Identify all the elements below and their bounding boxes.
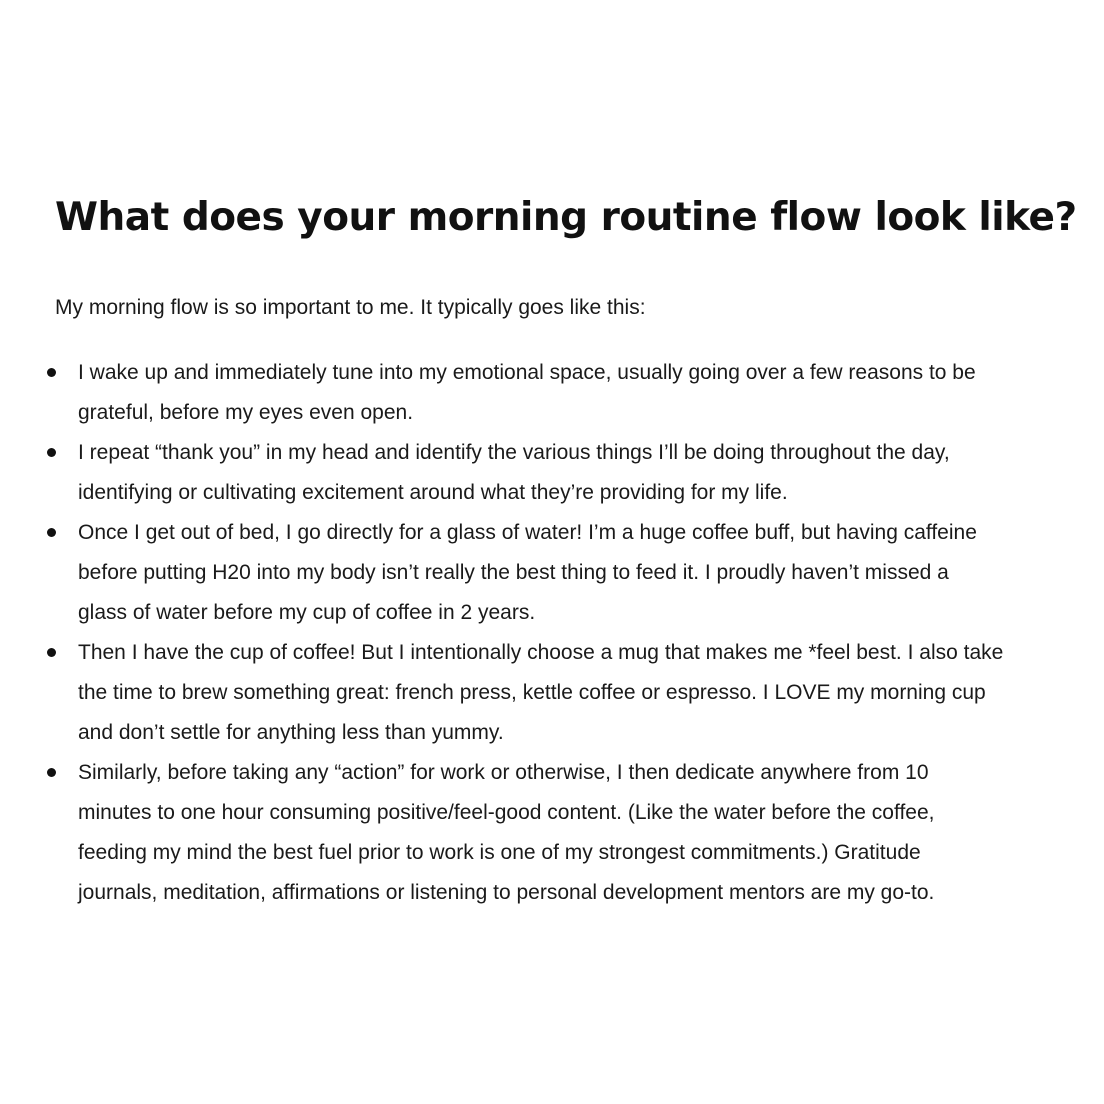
list-item — [78, 753, 1078, 913]
routine-list — [78, 353, 1078, 913]
bullet-icon — [47, 528, 56, 537]
list-item — [78, 433, 1078, 513]
bullet-icon — [47, 448, 56, 457]
intro-paragraph: My morning flow is so important to me. It typically goes like this: — [55, 296, 646, 319]
list-item-line: feeding my mind the best fuel prior to work is one of my strongest commitments.) Gratitude — [78, 841, 921, 864]
list-item — [78, 513, 1078, 633]
bullet-icon — [47, 368, 56, 377]
list-item-line: minutes to one hour consuming positive/feel-good content. (Like the water before the coffee, — [78, 801, 935, 824]
list-item-line: Then I have the cup of coffee! But I intentionally choose a mug that makes me *feel best. I also take — [78, 641, 1004, 664]
list-item-line: the time to brew something great: french press, kettle coffee or espresso. I LOVE my morning cup — [78, 681, 986, 704]
list-item-line: Similarly, before taking any “action” for work or otherwise, I then dedicate anywhere from 10 — [78, 761, 929, 784]
list-item-line: I wake up and immediately tune into my emotional space, usually going over a few reasons to be — [78, 361, 976, 384]
article-title: What does your morning routine flow look like? — [55, 195, 1077, 240]
list-item — [78, 633, 1078, 753]
list-item-line: Once I get out of bed, I go directly for a glass of water! I’m a huge coffee buff, but having caffeine — [78, 521, 977, 544]
list-item-line: identifying or cultivating excitement around what they’re providing for my life. — [78, 481, 788, 504]
list-item-line: glass of water before my cup of coffee in 2 years. — [78, 601, 536, 624]
list-item-line: and don’t settle for anything less than yummy. — [78, 721, 504, 744]
list-item-line: journals, meditation, affirmations or listening to personal development mentors are my go-to. — [78, 881, 935, 904]
bullet-icon — [47, 768, 56, 777]
bullet-icon — [47, 648, 56, 657]
list-item — [78, 353, 1078, 433]
list-item-line: before putting H20 into my body isn’t really the best thing to feed it. I proudly haven’t missed a — [78, 561, 949, 584]
list-item-line: I repeat “thank you” in my head and identify the various things I’ll be doing throughout the day, — [78, 441, 950, 464]
list-item-line: grateful, before my eyes even open. — [78, 401, 414, 424]
